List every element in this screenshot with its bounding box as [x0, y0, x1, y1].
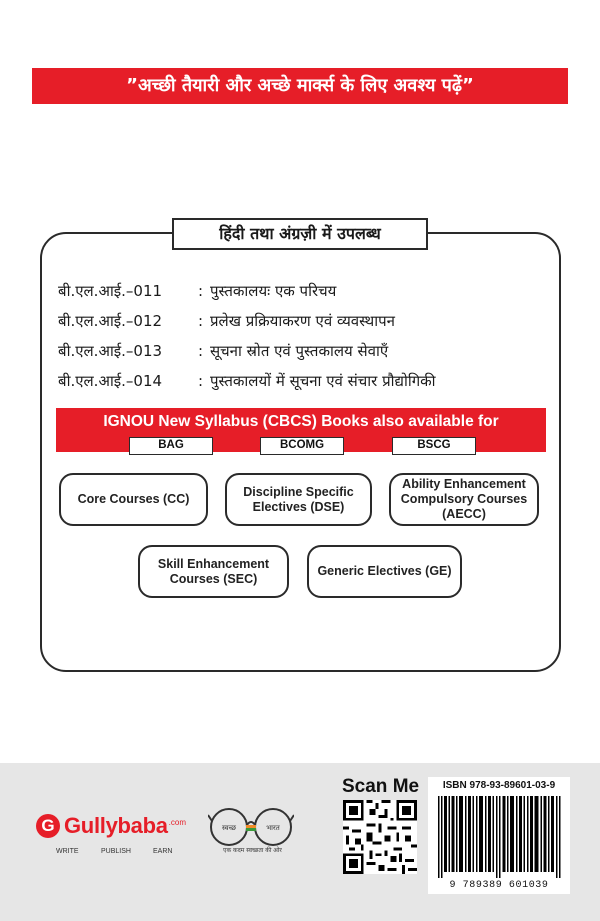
course-separator: :: [198, 282, 204, 300]
course-type-aecc: Ability Enhancement Compulsory Courses (AECC): [389, 473, 539, 526]
course-type-dse: Discipline Specific Electives (DSE): [225, 473, 372, 526]
program-tag-bscg: BSCG: [392, 437, 476, 455]
course-separator: :: [198, 312, 204, 330]
ignou-syllabus-banner: IGNOU New Syllabus (CBCS) Books also available for: [56, 408, 546, 452]
course-code: बी.एल.आई.–011: [58, 282, 163, 300]
course-row: [58, 276, 548, 306]
swachh-left-word: स्वच्छ: [221, 824, 237, 832]
course-type-ge: Generic Electives (GE): [307, 545, 462, 598]
course-code: बी.एल.आई.–013: [58, 342, 163, 360]
course-row: [58, 366, 548, 396]
swachh-right-word: भारत: [266, 824, 280, 832]
course-type-core: Core Courses (CC): [59, 473, 208, 526]
scan-me-label: Scan Me: [342, 776, 420, 797]
course-row: [58, 336, 548, 366]
availability-tab: हिंदी तथा अंग्रज़ी में उपलब्ध: [172, 218, 428, 250]
course-title: पुस्तकालयः एक परिचय: [210, 282, 337, 300]
publisher-logo: [36, 810, 186, 842]
course-type-sec: Skill Enhancement Courses (SEC): [138, 545, 289, 598]
program-tag-bcomg: BCOMG: [260, 437, 344, 455]
publisher-name: Gullybaba: [64, 813, 168, 838]
qr-code-icon: [343, 800, 417, 874]
isbn-label: ISBN 978-93-89601-03-9: [442, 780, 556, 791]
publisher-tagline-write: WRITE: [56, 848, 79, 855]
course-code: बी.एल.आई.–014: [58, 372, 163, 390]
course-separator: :: [198, 342, 204, 360]
course-title: प्रलेख प्रक्रियाकरण एवं व्यवस्थापन: [210, 312, 395, 330]
course-title: पुस्तकालयों में सूचना एवं संचार प्रौद्योगिकी: [210, 372, 436, 390]
tagline-banner: ”अच्छी तैयारी और अच्छे मार्क्स के लिए अवश्य पढ़ें”: [32, 68, 568, 104]
course-code: बी.एल.आई.–012: [58, 312, 163, 330]
publisher-logo-icon: G: [36, 814, 60, 838]
swachh-caption: एक कदम स्वच्छता की ओर: [223, 847, 282, 854]
course-row: [58, 306, 548, 336]
course-list: [58, 276, 548, 396]
course-separator: :: [198, 372, 204, 390]
publisher-tagline-publish: PUBLISH: [101, 848, 131, 855]
course-title: सूचना स्रोत एवं पुस्तकालय सेवाएँ: [210, 342, 389, 360]
publisher-tagline-earn: EARN: [153, 848, 173, 855]
barcode-icon: [436, 796, 564, 878]
publisher-suffix: .com: [168, 817, 187, 827]
isbn-barcode-digits: 9 789389 601039: [449, 880, 549, 891]
program-tag-bag: BAG: [129, 437, 213, 455]
